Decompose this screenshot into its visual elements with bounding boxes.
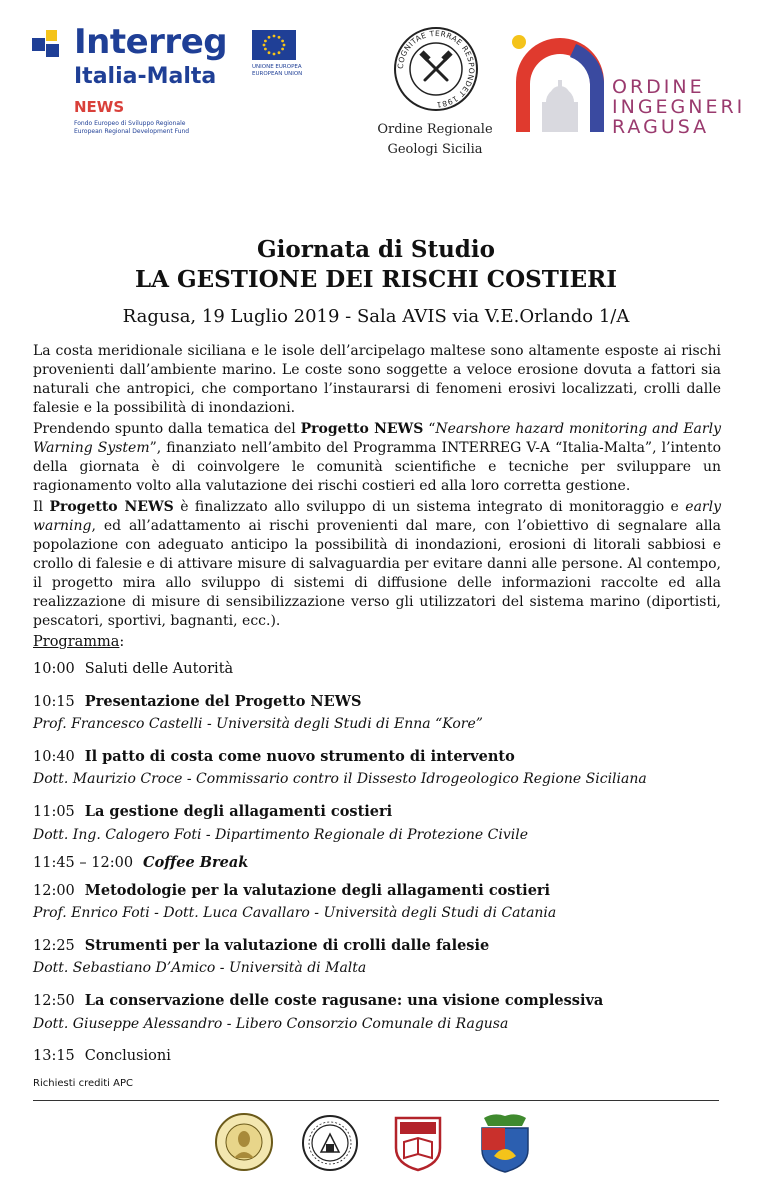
programme-heading: Programma: xyxy=(33,634,125,650)
geologi-logo xyxy=(370,26,500,166)
programme-item: 11:05 La gestione degli allagamenti costieri xyxy=(33,803,393,820)
event-place-date: Ragusa, 19 Luglio 2019 - Sala AVIS via V.E.Orlando 1/A xyxy=(122,306,630,327)
programme-item: 12:25 Strumenti per la valutazione di crolli dalle falesie xyxy=(33,937,490,954)
university-of-enna-seal-icon xyxy=(214,1112,274,1172)
interreg-wordmark: Interreg xyxy=(74,22,228,62)
ragusa-province-crest-icon xyxy=(476,1112,534,1174)
description-paragraph-3: Il Progetto NEWS è finalizzato allo sviluppo di un sistema integrato di monitoraggio e early warning, ed all’adattamento ai rischi provenienti dal mare, con l’obiettivo di segnalare alla popolazione con adeguato anticipo la possibilità di inondazioni, erosioni di litorali sabbiosi e crollo di falesie e di attivare misure di salvaguardia per evitare danni alle persone. Al contempo, il progetto mira allo sviluppo di sistemi di diffusione delle informazioni raccolte ed alla realizzazione di misure di sensibilizzazione verso gli utilizzatori del sistema marino (diportisti, pescatori, sportivi, bagnanti, ecc.). xyxy=(33,499,721,629)
interreg-project: NEWS xyxy=(74,98,125,116)
programme-speaker: Dott. Giuseppe Alessandro - Libero Consorzio Comunale di Ragusa xyxy=(33,1016,509,1032)
event-type-title: Giornata di Studio xyxy=(257,236,495,263)
programme-speaker: Dott. Sebastiano D’Amico - Università di Malta xyxy=(33,960,367,976)
description-paragraph-1: La costa meridionale siciliana e le isole dell’arcipelago maltese sono altamente esposte ai rischi provenienti dall’ambiente marino. Le coste sono soggette a veloce erosione dovuta a fattori sia naturali che antropici, che comportano l’instaurarsi di fenomeni erosivi localizzati, crolli dalle falesie e la possibilità di inondazioni. xyxy=(33,343,721,416)
geologi-caption-line2: Geologi Sicilia xyxy=(387,142,483,157)
eu-flag-icon xyxy=(252,30,296,60)
programme-speaker: Dott. Maurizio Croce - Commissario contro il Dissesto Idrogeologico Regione Siciliana xyxy=(33,771,647,787)
event-description xyxy=(33,342,721,633)
programme-speaker: Prof. Francesco Castelli - Università degli Studi di Enna “Kore” xyxy=(33,716,483,732)
footer-divider xyxy=(33,1100,719,1101)
interreg-fund-text: Fondo Europeo di Sviluppo Regionale European Regional Development Fund xyxy=(74,120,190,135)
programme-speaker: Prof. Enrico Foti - Dott. Luca Cavallaro - Università degli Studi di Catania xyxy=(33,905,557,921)
programme-item: 11:45 – 12:00 Coffee Break xyxy=(33,854,249,871)
eu-text: UNIONE EUROPEA EUROPEAN UNION xyxy=(252,64,303,77)
programme-item: 10:00 Saluti delle Autorità xyxy=(33,661,234,677)
ingegneri-line1: ORDINE xyxy=(612,76,705,98)
university-of-malta-crest-icon xyxy=(392,1114,444,1172)
ingegneri-line3: RAGUSA xyxy=(612,116,710,138)
credits-note: Richiesti crediti APC xyxy=(33,1078,133,1089)
ingegneri-line2: INGEGNERI xyxy=(612,96,746,118)
interreg-region: Italia-Malta xyxy=(74,64,217,89)
programme-item: 12:00 Metodologie per la valutazione degli allagamenti costieri xyxy=(33,882,551,899)
svg-text:COGNITAE TERRAE RESPONDET 1981: COGNITAE TERRAE RESPONDET 1981 xyxy=(395,28,477,110)
interreg-logo xyxy=(32,22,303,138)
programme-item: 13:15 Conclusioni xyxy=(33,1048,171,1064)
geologi-caption-line1: Ordine Regionale xyxy=(377,122,493,137)
programme-item: 10:40 Il patto di costa come nuovo strumento di intervento xyxy=(33,748,515,765)
programme-speaker: Dott. Ing. Calogero Foti - Dipartimento Regionale di Protezione Civile xyxy=(33,827,528,843)
geologi-seal-icon xyxy=(393,26,479,112)
ingegneri-logo xyxy=(510,32,746,142)
ingegneri-arch-icon xyxy=(510,32,610,134)
programme-item: 12:50 La conservazione delle coste ragusane: una visione complessiva xyxy=(33,992,604,1009)
interreg-squares-icon xyxy=(32,30,62,60)
university-of-catania-seal-icon xyxy=(301,1114,359,1172)
programme-item: 10:15 Presentazione del Progetto NEWS xyxy=(33,693,362,710)
description-paragraph-2: Prendendo spunto dalla tematica del Progetto NEWS “Nearshore hazard monitoring and Early Warning System”, finanziato nell’ambito del Programma INTERREG V-A “Italia-Malta”, l’intento della giornata è di coinvolgere le comunità scientifiche e tecniche per sviluppare un ragionamento volto alla valutazione dei rischi costieri ed alla loro corretta gestione. xyxy=(33,421,721,494)
event-title: LA GESTIONE DEI RISCHI COSTIERI xyxy=(134,266,618,293)
